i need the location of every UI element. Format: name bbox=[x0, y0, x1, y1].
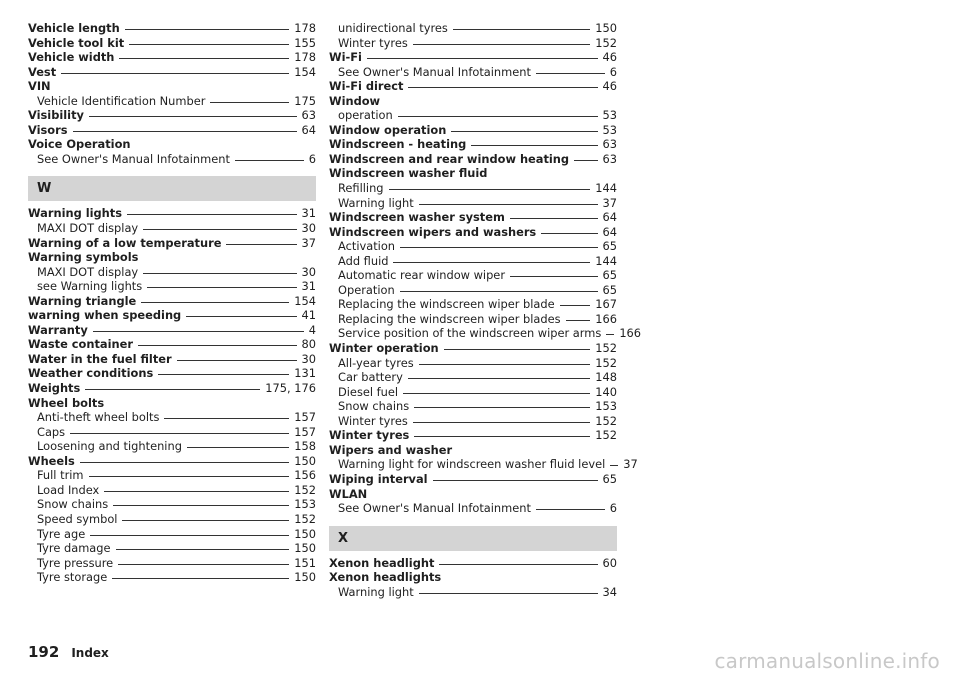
index-subentry[interactable] bbox=[329, 312, 617, 327]
entry-text: Diesel fuel bbox=[338, 384, 399, 399]
page-reference[interactable]: 148 bbox=[595, 370, 617, 385]
page-reference[interactable]: 150 bbox=[294, 526, 316, 541]
leader-line bbox=[226, 244, 296, 245]
page-reference[interactable]: 65 bbox=[602, 239, 617, 254]
index-entry[interactable] bbox=[329, 341, 617, 356]
index-entry[interactable] bbox=[28, 108, 316, 123]
index-subentry[interactable] bbox=[329, 268, 617, 283]
entry-text: See Owner's Manual Infotainment bbox=[338, 64, 531, 79]
leader-line bbox=[164, 418, 289, 419]
page-reference[interactable]: 31 bbox=[301, 206, 316, 221]
entry-text: Wipers and washer bbox=[329, 442, 453, 457]
leader-line bbox=[118, 564, 289, 565]
entry-text: Windscreen - heating bbox=[329, 137, 467, 152]
index-entry bbox=[329, 570, 617, 585]
index-subentry[interactable] bbox=[329, 65, 617, 80]
index-subentry[interactable] bbox=[28, 221, 316, 236]
leader-line bbox=[367, 58, 598, 59]
entry-text: Winter tyres bbox=[329, 428, 410, 443]
page-reference[interactable]: 60 bbox=[602, 555, 617, 570]
entry-text: MAXI DOT display bbox=[37, 264, 139, 279]
page-reference[interactable]: 6 bbox=[609, 501, 617, 516]
index-entry bbox=[28, 137, 316, 152]
index-entry[interactable] bbox=[28, 236, 316, 251]
page-reference[interactable]: 31 bbox=[301, 279, 316, 294]
index-entry[interactable] bbox=[28, 65, 316, 80]
index-subentry[interactable] bbox=[329, 283, 617, 298]
leader-line bbox=[413, 44, 590, 45]
leader-line bbox=[85, 389, 260, 390]
entry-text: Wiping interval bbox=[329, 471, 428, 486]
page-reference[interactable]: 131 bbox=[294, 366, 316, 381]
leader-line bbox=[210, 102, 289, 103]
entry-text: Caps bbox=[37, 424, 66, 439]
page-reference[interactable]: 37 bbox=[602, 195, 617, 210]
leader-line bbox=[419, 364, 591, 365]
page-reference[interactable]: 64 bbox=[602, 224, 617, 239]
entry-text: Xenon headlight bbox=[329, 555, 435, 570]
entry-text: Refilling bbox=[338, 181, 384, 196]
index-entry[interactable] bbox=[28, 36, 316, 51]
leader-line bbox=[119, 58, 289, 59]
page-reference[interactable]: 41 bbox=[301, 308, 316, 323]
index-subentry[interactable] bbox=[28, 152, 316, 167]
entry-text: Warning triangle bbox=[28, 293, 137, 308]
leader-line bbox=[90, 535, 289, 536]
entry-text: Snow chains bbox=[338, 399, 410, 414]
entry-text: Windscreen and rear window heating bbox=[329, 151, 570, 166]
entry-text: Wheels bbox=[28, 453, 75, 468]
leader-line bbox=[70, 433, 289, 434]
leader-line bbox=[141, 302, 289, 303]
page-reference[interactable]: 144 bbox=[595, 253, 617, 268]
entry-text: Wi-Fi direct bbox=[329, 79, 404, 94]
leader-line bbox=[93, 331, 304, 332]
leader-line bbox=[408, 87, 597, 88]
index-subentry[interactable] bbox=[28, 497, 316, 512]
index-entry[interactable] bbox=[28, 381, 316, 396]
page-reference[interactable]: 6 bbox=[308, 151, 316, 166]
watermark: carmanualsonline.info bbox=[714, 649, 940, 673]
index-entry[interactable] bbox=[329, 428, 617, 443]
leader-line bbox=[127, 214, 296, 215]
page-reference[interactable]: 175 bbox=[294, 93, 316, 108]
section-label: Index bbox=[71, 646, 109, 660]
index-entry[interactable] bbox=[28, 323, 316, 338]
leader-line bbox=[606, 334, 614, 335]
entry-text: Snow chains bbox=[37, 497, 109, 512]
page-reference[interactable]: 156 bbox=[294, 468, 316, 483]
page-reference[interactable]: 4 bbox=[308, 322, 316, 337]
leader-line bbox=[444, 349, 591, 350]
index-entry[interactable] bbox=[28, 123, 316, 138]
entry-text: Tyre age bbox=[37, 526, 86, 541]
index-entry[interactable] bbox=[28, 308, 316, 323]
index-subentry[interactable] bbox=[329, 414, 617, 429]
leader-line bbox=[73, 131, 297, 132]
page-reference[interactable]: 178 bbox=[294, 50, 316, 65]
entry-text: Full trim bbox=[37, 468, 84, 483]
page-reference[interactable]: 166 bbox=[619, 326, 642, 341]
index-subentry[interactable] bbox=[28, 439, 316, 454]
leader-line bbox=[112, 578, 289, 579]
leader-line bbox=[566, 320, 591, 321]
leader-line bbox=[536, 73, 605, 74]
page-reference[interactable]: 152 bbox=[595, 341, 617, 356]
leader-line bbox=[61, 73, 289, 74]
leader-line bbox=[419, 593, 598, 594]
page-reference[interactable]: 150 bbox=[595, 21, 617, 35]
entry-text: Operation bbox=[338, 282, 395, 297]
index-subentry[interactable] bbox=[329, 370, 617, 385]
page-reference[interactable]: 63 bbox=[602, 151, 617, 166]
entry-text: Wheel bolts bbox=[28, 395, 105, 410]
page-reference[interactable]: 152 bbox=[294, 482, 316, 497]
entry-text: Warning lights bbox=[28, 206, 123, 221]
leader-line bbox=[414, 407, 590, 408]
page-reference[interactable]: 167 bbox=[595, 297, 617, 312]
index-subentry[interactable] bbox=[329, 36, 617, 51]
entry-text: Service position of the windscreen wiper arms bbox=[338, 326, 602, 341]
leader-line bbox=[104, 491, 289, 492]
page-reference[interactable]: 65 bbox=[602, 268, 617, 283]
page-reference[interactable]: 151 bbox=[294, 555, 316, 570]
entry-text: Vehicle length bbox=[28, 21, 120, 35]
index-entry[interactable] bbox=[329, 123, 617, 138]
index-subentry[interactable] bbox=[329, 457, 638, 472]
leader-line bbox=[403, 393, 590, 394]
index-subentry[interactable] bbox=[329, 356, 617, 371]
entry-text: Wi-Fi bbox=[329, 50, 362, 65]
index-entry bbox=[329, 487, 617, 502]
page-reference[interactable]: 53 bbox=[602, 122, 617, 137]
page-reference[interactable]: 152 bbox=[595, 428, 617, 443]
index-entry[interactable] bbox=[28, 366, 316, 381]
entry-text: Load Index bbox=[37, 482, 100, 497]
leader-line bbox=[187, 447, 289, 448]
leader-line bbox=[122, 520, 289, 521]
leader-line bbox=[147, 287, 296, 288]
entry-text: Vehicle Identification Number bbox=[37, 93, 206, 108]
index-entry[interactable] bbox=[329, 50, 617, 65]
leader-line bbox=[89, 476, 290, 477]
index-subentry[interactable] bbox=[28, 265, 316, 280]
leader-line bbox=[138, 345, 297, 346]
index-subentry[interactable] bbox=[329, 196, 617, 211]
page-reference[interactable]: 150 bbox=[294, 570, 316, 585]
index-subentry[interactable] bbox=[329, 254, 617, 269]
index-entry[interactable] bbox=[28, 50, 316, 65]
leader-line bbox=[158, 374, 289, 375]
entry-text: See Owner's Manual Infotainment bbox=[37, 151, 230, 166]
page-reference[interactable]: 37 bbox=[301, 235, 316, 250]
leader-line bbox=[510, 276, 598, 277]
page-reference[interactable]: 155 bbox=[294, 35, 316, 50]
page-number: 192 bbox=[28, 643, 60, 661]
index-entry[interactable] bbox=[28, 352, 316, 367]
page-reference[interactable]: 65 bbox=[602, 471, 617, 486]
page-reference[interactable]: 46 bbox=[602, 79, 617, 94]
page-footer bbox=[28, 643, 109, 661]
entry-text: Automatic rear window wiper bbox=[338, 268, 505, 283]
page-reference[interactable]: 64 bbox=[602, 210, 617, 225]
page-reference[interactable]: 153 bbox=[595, 399, 617, 414]
entry-text: Waste container bbox=[28, 337, 133, 352]
index-subentry[interactable] bbox=[28, 483, 316, 498]
entry-text: Windscreen washer fluid bbox=[329, 166, 488, 181]
page-reference[interactable]: 34 bbox=[602, 584, 617, 599]
entry-text: See Owner's Manual Infotainment bbox=[338, 501, 531, 516]
leader-line bbox=[116, 549, 290, 550]
index-entry[interactable] bbox=[28, 454, 316, 469]
entry-text: Xenon headlights bbox=[329, 570, 442, 585]
page-reference[interactable]: 152 bbox=[595, 35, 617, 50]
page-reference[interactable]: 153 bbox=[294, 497, 316, 512]
leader-line bbox=[129, 44, 289, 45]
index-subentry[interactable] bbox=[28, 541, 316, 556]
page-reference[interactable]: 178 bbox=[294, 21, 316, 35]
page-reference[interactable]: 150 bbox=[294, 541, 316, 556]
index-subentry[interactable] bbox=[329, 385, 617, 400]
index-entry[interactable] bbox=[28, 21, 316, 36]
leader-line bbox=[451, 131, 597, 132]
entry-text: Tyre pressure bbox=[37, 555, 114, 570]
entry-text: Window bbox=[329, 93, 381, 108]
entry-text: Replacing the windscreen wiper blades bbox=[338, 311, 561, 326]
entry-text: Warning light bbox=[338, 584, 414, 599]
page-reference[interactable]: 144 bbox=[595, 181, 617, 196]
entry-text: Car battery bbox=[338, 370, 403, 385]
page-reference[interactable]: 158 bbox=[294, 439, 316, 454]
index-subentry[interactable] bbox=[28, 570, 316, 585]
index-entry bbox=[329, 443, 617, 458]
index-column-right bbox=[329, 21, 642, 599]
page-reference[interactable]: 157 bbox=[294, 424, 316, 439]
entry-text: operation bbox=[338, 108, 393, 123]
leader-line bbox=[414, 436, 590, 437]
leader-line bbox=[235, 160, 304, 161]
leader-line bbox=[439, 564, 597, 565]
page-reference[interactable]: 63 bbox=[602, 137, 617, 152]
entry-text: Winter operation bbox=[329, 341, 439, 356]
index-subentry[interactable] bbox=[329, 181, 617, 196]
entry-text: Windscreen wipers and washers bbox=[329, 224, 537, 239]
entry-text: Warning light for windscreen washer fluid level bbox=[338, 457, 606, 472]
index-entry[interactable] bbox=[329, 210, 617, 225]
section-letter-heading: X bbox=[329, 526, 617, 551]
entry-text: All-year tyres bbox=[338, 355, 414, 370]
index-entry[interactable] bbox=[28, 294, 316, 309]
index-entry[interactable] bbox=[28, 206, 316, 221]
entry-text: Vehicle width bbox=[28, 50, 115, 65]
index-subentry[interactable] bbox=[28, 410, 316, 425]
entry-text: Speed symbol bbox=[37, 511, 118, 526]
entry-text: Windscreen washer system bbox=[329, 210, 505, 225]
page-reference[interactable]: 30 bbox=[301, 264, 316, 279]
entry-text: see Warning lights bbox=[37, 279, 143, 294]
index-subentry[interactable] bbox=[329, 585, 617, 600]
leader-line bbox=[393, 262, 590, 263]
leader-line bbox=[400, 291, 598, 292]
entry-text: VIN bbox=[28, 79, 51, 94]
entry-text: Winter tyres bbox=[338, 413, 408, 428]
index-column-left bbox=[28, 21, 316, 585]
page-reference[interactable]: 166 bbox=[595, 311, 617, 326]
index-subentry[interactable] bbox=[329, 239, 617, 254]
entry-text: Tyre storage bbox=[37, 570, 108, 585]
index-entry bbox=[28, 396, 316, 411]
index-subentry[interactable] bbox=[28, 512, 316, 527]
leader-line bbox=[125, 29, 290, 30]
index-entry[interactable] bbox=[329, 79, 617, 94]
leader-line bbox=[610, 465, 618, 466]
entry-text: Warning symbols bbox=[28, 250, 139, 265]
index-subentry[interactable] bbox=[329, 21, 617, 36]
page-reference[interactable]: 175, 176 bbox=[265, 381, 316, 396]
entry-text: Visibility bbox=[28, 108, 84, 123]
leader-line bbox=[113, 505, 289, 506]
index-entry bbox=[329, 166, 617, 181]
page-reference[interactable]: 65 bbox=[602, 282, 617, 297]
index-subentry[interactable] bbox=[28, 527, 316, 542]
leader-line bbox=[177, 360, 297, 361]
entry-text: Replacing the windscreen wiper blade bbox=[338, 297, 555, 312]
entry-text: Loosening and tightening bbox=[37, 439, 182, 454]
index-subentry[interactable] bbox=[329, 501, 617, 516]
leader-line bbox=[471, 145, 597, 146]
leader-line bbox=[398, 116, 598, 117]
leader-line bbox=[143, 273, 296, 274]
entry-text: Warning light bbox=[338, 195, 414, 210]
page-reference[interactable]: 30 bbox=[301, 351, 316, 366]
index-entry[interactable] bbox=[329, 472, 617, 487]
index-subentry[interactable] bbox=[329, 108, 617, 123]
leader-line bbox=[80, 462, 289, 463]
index-subentry[interactable] bbox=[28, 556, 316, 571]
page-reference[interactable]: 154 bbox=[294, 64, 316, 79]
index-subentry[interactable] bbox=[28, 425, 316, 440]
leader-line bbox=[574, 160, 597, 161]
entry-text: Weights bbox=[28, 381, 81, 396]
index-entry[interactable] bbox=[329, 152, 617, 167]
leader-line bbox=[186, 316, 296, 317]
leader-line bbox=[413, 422, 590, 423]
index-entry[interactable] bbox=[329, 225, 617, 240]
index-entry bbox=[329, 94, 617, 109]
leader-line bbox=[408, 378, 590, 379]
entry-text: Window operation bbox=[329, 122, 447, 137]
page-reference[interactable]: 157 bbox=[294, 410, 316, 425]
entry-text: Warranty bbox=[28, 322, 88, 337]
index-subentry[interactable] bbox=[329, 326, 642, 341]
index-entry bbox=[28, 79, 316, 94]
page-reference[interactable]: 53 bbox=[602, 108, 617, 123]
page-reference[interactable]: 30 bbox=[301, 221, 316, 236]
leader-line bbox=[389, 189, 591, 190]
page-reference[interactable]: 46 bbox=[602, 50, 617, 65]
page-reference[interactable]: 152 bbox=[294, 511, 316, 526]
section-letter-heading: W bbox=[28, 176, 316, 201]
page-reference[interactable]: 6 bbox=[609, 64, 617, 79]
leader-line bbox=[89, 116, 297, 117]
entry-text: Weather conditions bbox=[28, 366, 154, 381]
entry-text: MAXI DOT display bbox=[37, 221, 139, 236]
leader-line bbox=[433, 480, 598, 481]
index-entry[interactable] bbox=[329, 556, 617, 571]
entry-text: warning when speeding bbox=[28, 308, 182, 323]
entry-text: Warning of a low temperature bbox=[28, 235, 222, 250]
index-entry[interactable] bbox=[329, 137, 617, 152]
index-subentry[interactable] bbox=[329, 399, 617, 414]
leader-line bbox=[419, 204, 598, 205]
entry-text: Anti-theft wheel bolts bbox=[37, 410, 160, 425]
entry-text: Activation bbox=[338, 239, 396, 254]
index-subentry[interactable] bbox=[28, 468, 316, 483]
index-subentry[interactable] bbox=[28, 94, 316, 109]
entry-text: Vest bbox=[28, 64, 57, 79]
index-entry[interactable] bbox=[28, 337, 316, 352]
page-reference[interactable]: 152 bbox=[595, 355, 617, 370]
entry-text: Winter tyres bbox=[338, 35, 408, 50]
leader-line bbox=[143, 229, 296, 230]
entry-text: Visors bbox=[28, 122, 68, 137]
page-reference[interactable]: 150 bbox=[294, 453, 316, 468]
leader-line bbox=[536, 509, 605, 510]
leader-line bbox=[510, 218, 598, 219]
page-reference[interactable]: 37 bbox=[623, 457, 638, 472]
leader-line bbox=[541, 233, 597, 234]
leader-line bbox=[560, 305, 591, 306]
entry-text: unidirectional tyres bbox=[338, 21, 448, 35]
entry-text: Tyre damage bbox=[37, 541, 111, 556]
entry-text: Add fluid bbox=[338, 253, 389, 268]
page-reference[interactable]: 80 bbox=[301, 337, 316, 352]
page-reference[interactable]: 154 bbox=[294, 293, 316, 308]
page-reference[interactable]: 63 bbox=[301, 108, 316, 123]
entry-text: Water in the fuel filter bbox=[28, 351, 172, 366]
index-subentry[interactable] bbox=[28, 279, 316, 294]
page-reference[interactable]: 140 bbox=[595, 384, 617, 399]
page-reference[interactable]: 152 bbox=[595, 413, 617, 428]
page-reference[interactable]: 64 bbox=[301, 122, 316, 137]
entry-text: Vehicle tool kit bbox=[28, 35, 125, 50]
entry-text: WLAN bbox=[329, 486, 368, 501]
leader-line bbox=[453, 29, 590, 30]
index-subentry[interactable] bbox=[329, 297, 617, 312]
leader-line bbox=[400, 247, 597, 248]
index-entry bbox=[28, 250, 316, 265]
entry-text: Voice Operation bbox=[28, 137, 131, 152]
